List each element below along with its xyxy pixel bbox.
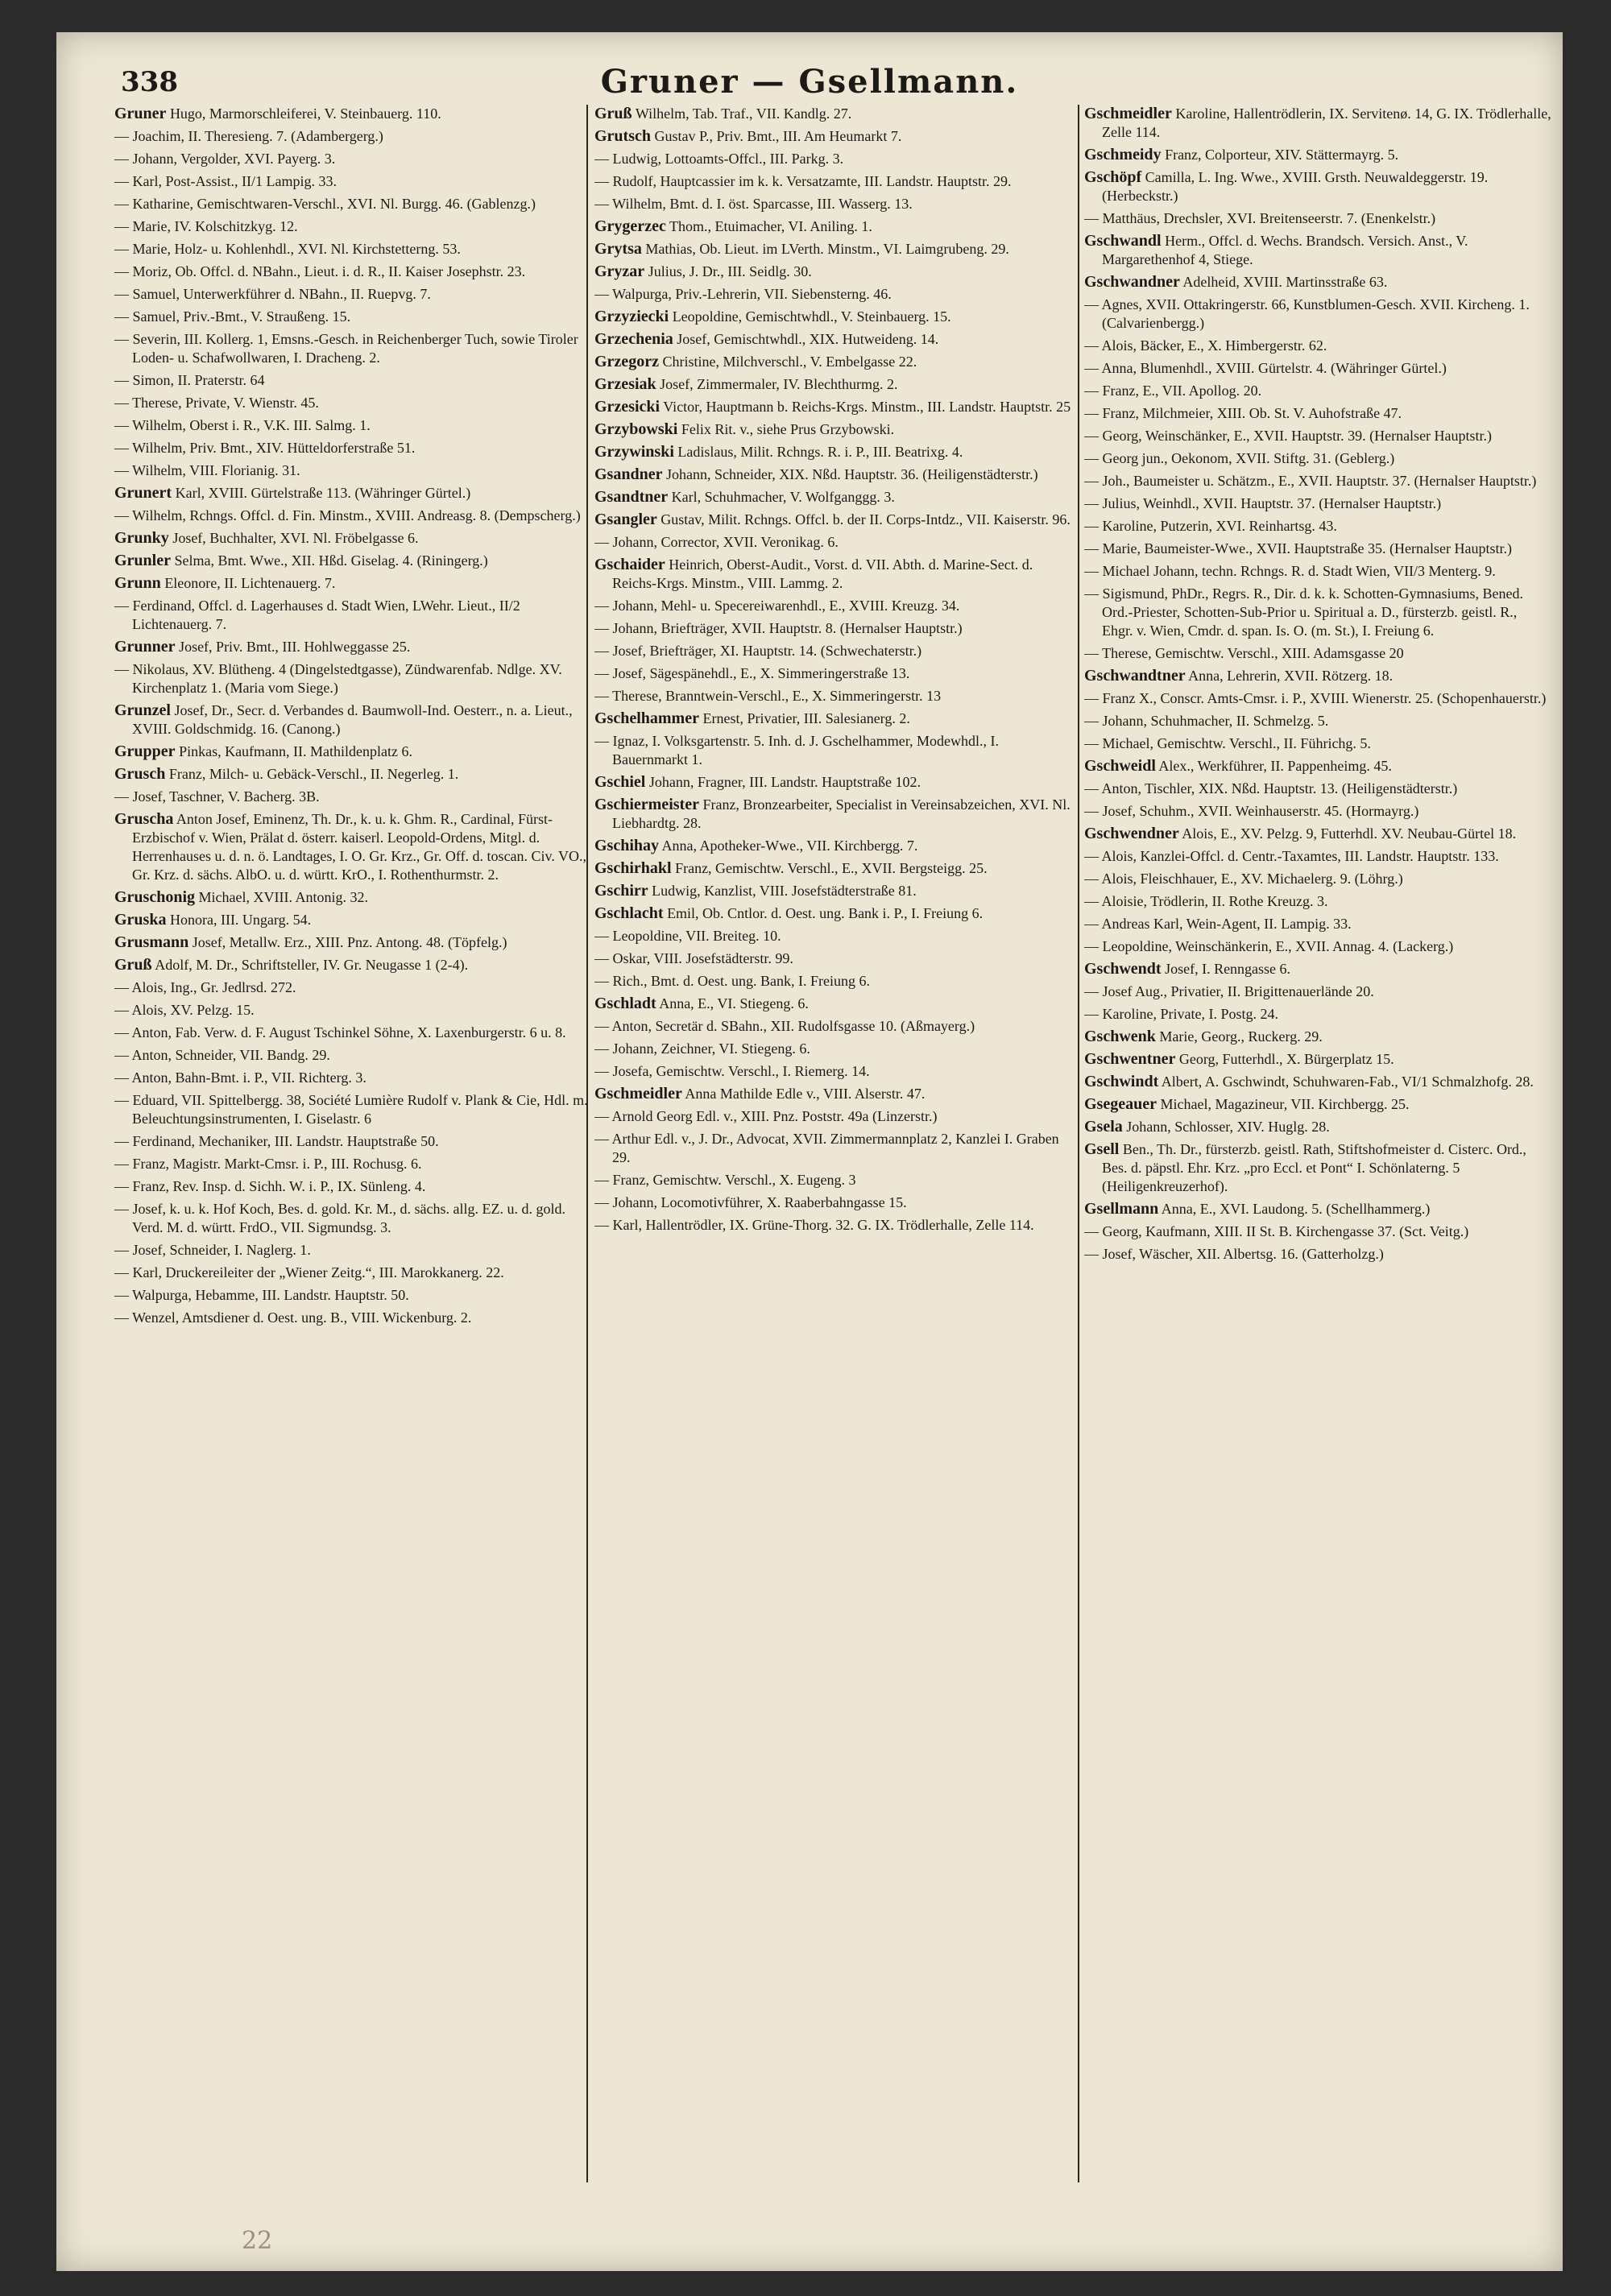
entry-surname: Gschiel [594,773,646,791]
directory-entry: — Josef Aug., Privatier, II. Brigittenauerlände 20. [1084,983,1374,999]
entry-surname: Grupper [114,743,176,760]
entry-surname: Gschiermeister [594,796,699,813]
directory-entry: — Johann, Zeichner, VI. Stiegeng. 6. [594,1040,810,1057]
entry-surname: Grusch [114,765,166,783]
directory-entry: — Ferdinand, Offcl. d. Lagerhauses d. Stadt Wien, LWehr. Lieut., II/2 Lichtenauerg. 7. [114,598,520,632]
directory-entry: Grunner Josef, Priv. Bmt., III. Hohlweggasse 25. [114,638,411,656]
entry-surname: Gschwentner [1084,1050,1176,1068]
directory-entry: — Leopoldine, VII. Breiteg. 10. [594,928,781,944]
directory-entry: — Johann, Briefträger, XVII. Hauptstr. 8. (Hernalser Hauptstr.) [594,620,963,636]
entry-surname: Gruschonig [114,888,196,906]
directory-entry: Gruß Wilhelm, Tab. Traf., VII. Kandlg. 27. [594,105,852,122]
directory-entry: Gschwendt Josef, I. Renngasse 6. [1084,960,1291,978]
entry-surname: Grunzel [114,701,171,719]
directory-entry: Grunn Eleonore, II. Lichtenauerg. 7. [114,574,336,592]
directory-entry: — Ferdinand, Mechaniker, III. Landstr. Hauptstraße 50. [114,1133,439,1149]
entry-surname: Gsangler [594,511,657,528]
directory-entry: — Josef, Taschner, V. Bacherg. 3B. [114,788,320,805]
directory-entry: — Josefa, Gemischtw. Verschl., I. Riemerg. 14. [594,1063,870,1079]
entry-surname: Grzegorz [594,353,659,370]
entry-surname: Grutsch [594,127,651,145]
directory-entry: Gschwandner Adelheid, XVIII. Martinsstraße 63. [1084,273,1388,291]
entry-surname: Gschladt [594,995,656,1012]
directory-entry: Gschwenk Marie, Georg., Ruckerg. 29. [1084,1028,1323,1045]
directory-entry: — Karl, Druckereileiter der „Wiener Zeitg.“, III. Marokkanerg. 22. [114,1264,504,1280]
entry-surname: Grzesiak [594,375,656,393]
directory-entry: Grunzel Josef, Dr., Secr. d. Verbandes d. Baumwoll-Ind. Oesterr., n. a. Lieut., XVIII. Goldschmidg. 16. (Canong.) [114,701,573,737]
directory-entry: Gsandtner Karl, Schuhmacher, V. Wolfganggg. 3. [594,488,895,506]
directory-entry: — Nikolaus, XV. Blütheng. 4 (Dingelstedtgasse), Zündwarenfab. Ndlge. XV. Kirchenplatz 1. (Maria vom Siege.) [114,661,562,696]
entry-surname: Grzechenia [594,330,673,348]
entry-surname: Gschöpf [1084,168,1142,186]
directory-entry: Gsela Johann, Schlosser, XIV. Huglg. 28. [1084,1118,1330,1136]
entry-surname: Gruska [114,911,167,929]
directory-entry: Gschmeidler Karoline, Hallentrödlerin, IX. Servitenø. 14, G. IX. Trödlerhalle, Zelle 114. [1084,105,1551,140]
directory-entry: — Anton, Secretär d. SBahn., XII. Rudolfsgasse 10. (Aßmayerg.) [594,1018,975,1034]
directory-entry: — Joh., Baumeister u. Schätzm., E., XVII. Hauptstr. 37. (Hernalser Hauptstr.) [1084,473,1537,489]
directory-entry: — Alois, XV. Pelzg. 15. [114,1002,255,1018]
directory-entry: Gsegeauer Michael, Magazineur, VII. Kirchbergg. 25. [1084,1095,1410,1113]
directory-entry: Gruß Adolf, M. Dr., Schriftsteller, IV. Gr. Neugasse 1 (2-4). [114,956,469,974]
directory-entry: — Walpurga, Hebamme, III. Landstr. Hauptstr. 50. [114,1287,409,1303]
directory-entry: — Josef, Sägespänehdl., E., X. Simmeringerstraße 13. [594,665,910,681]
directory-entry: — Therese, Branntwein-Verschl., E., X. Simmeringerstr. 13 [594,688,942,704]
directory-entry: — Marie, IV. Kolschitzkyg. 12. [114,218,298,234]
directory-entry: — Moriz, Ob. Offcl. d. NBahn., Lieut. i. d. R., II. Kaiser Josephstr. 23. [114,263,526,279]
entry-surname: Gschirr [594,882,648,900]
directory-entry: — Rich., Bmt. d. Oest. ung. Bank, I. Freiung 6. [594,973,870,989]
directory-entry: — Marie, Holz- u. Kohlenhdl., XVI. Nl. Kirchstetterng. 53. [114,241,461,257]
directory-entry: Grutsch Gustav P., Priv. Bmt., III. Am Heumarkt 7. [594,127,902,145]
directory-entry: — Georg jun., Oekonom, XVII. Stiftg. 31. (Geblerg.) [1084,450,1395,466]
directory-entry: — Marie, Baumeister-Wwe., XVII. Hauptstraße 35. (Hernalser Hauptstr.) [1084,540,1512,556]
directory-entry: Gschmeidy Franz, Colporteur, XIV. Stättermayrg. 5. [1084,146,1399,163]
entry-surname: Gruß [594,105,632,122]
directory-entry: — Karl, Hallentrödler, IX. Grüne-Thorg. 32. G. IX. Trödlerhalle, Zelle 114. [594,1217,1034,1233]
entry-surname: Grzyziecki [594,308,669,325]
entry-surname: Gsela [1084,1118,1123,1136]
directory-entry: Gruner Hugo, Marmorschleiferei, V. Steinbauerg. 110. [114,105,441,122]
directory-entry: — Johann, Schuhmacher, II. Schmelzg. 5. [1084,713,1329,729]
directory-entry: Grunler Selma, Bmt. Wwe., XII. Hßd. Giselag. 4. (Riningerg.) [114,552,488,569]
entry-surname: Gruß [114,956,152,974]
directory-entry: — Matthäus, Drechsler, XVI. Breitenseerstr. 7. (Enenkelstr.) [1084,210,1436,226]
directory-entry: — Josef, Wäscher, XII. Albertsg. 16. (Gatterholzg.) [1084,1246,1384,1262]
directory-entry: Grupper Pinkas, Kaufmann, II. Mathildenplatz 6. [114,743,412,760]
directory-entry: — Franz, Magistr. Markt-Cmsr. i. P., III. Rochusg. 6. [114,1156,422,1172]
directory-entry: Gschladt Anna, E., VI. Stiegeng. 6. [594,995,809,1012]
directory-entry: — Johann, Mehl- u. Specereiwarenhdl., E., XVIII. Kreuzg. 34. [594,598,960,614]
directory-entry: — Oskar, VIII. Josefstädterstr. 99. [594,950,793,966]
directory-entry: Gruska Honora, III. Ungarg. 54. [114,911,312,929]
directory-entry: — Leopoldine, Weinschänkerin, E., XVII. Annag. 4. (Lackerg.) [1084,938,1454,954]
directory-entry: Grzybowski Felix Rit. v., siehe Prus Grzybowski. [594,420,895,438]
column-divider [1078,105,1079,2182]
directory-column-2 [594,105,1078,2239]
directory-entry: — Arnold Georg Edl. v., XIII. Pnz. Poststr. 49a (Linzerstr.) [594,1108,938,1124]
entry-surname: Gsell [1084,1140,1120,1158]
directory-entry: — Ignaz, I. Volksgartenstr. 5. Inh. d. J. Gschelhammer, Modewhdl., I. Bauernmarkt 1. [594,733,1000,767]
directory-entry: — Wilhelm, VIII. Florianig. 31. [114,462,300,478]
directory-entry: — Wilhelm, Bmt. d. I. öst. Sparcasse, III. Wasserg. 13. [594,196,913,212]
directory-entry: Grusmann Josef, Metallw. Erz., XIII. Pnz. Antong. 48. (Töpfelg.) [114,933,507,951]
entry-surname: Gschelhammer [594,709,699,727]
directory-entry: Gschwentner Georg, Futterhdl., X. Bürgerplatz 15. [1084,1050,1394,1068]
directory-entry: — Severin, III. Kollerg. 1, Emsns.-Gesch. in Reichenberger Tuch, sowie Tiroler Loden- u. Schafwollwaren, I. Dracheng. 2. [114,331,578,366]
directory-entry: Grzesicki Victor, Hauptmann b. Reichs-Krgs. Minstm., III. Landstr. Hauptstr. 25 [594,398,1071,416]
directory-entry: — Karoline, Private, I. Postg. 24. [1084,1006,1278,1022]
directory-entry: — Georg, Weinschänker, E., XVII. Hauptstr. 39. (Hernalser Hauptstr.) [1084,428,1493,444]
entry-surname: Grunner [114,638,176,656]
directory-entry: Gschweidl Alex., Werkführer, II. Pappenheimg. 45. [1084,757,1392,775]
directory-entry: — Franz X., Conscr. Amts-Cmsr. i. P., XVIII. Wienerstr. 25. (Schopenhauerstr.) [1084,690,1547,706]
entry-surname: Gschwenk [1084,1028,1156,1045]
entry-surname: Grytsa [594,240,642,258]
directory-entry: — Rudolf, Hauptcassier im k. k. Versatzamte, III. Landstr. Hauptstr. 29. [594,173,1012,189]
directory-entry: — Wenzel, Amtsdiener d. Oest. ung. B., VIII. Wickenburg. 2. [114,1309,472,1326]
directory-entry: Gschwandl Herm., Offcl. d. Wechs. Brandsch. Versich. Anst., V. Margarethenhof 4, Stiege. [1084,232,1468,267]
entry-surname: Gsegeauer [1084,1095,1157,1113]
directory-entry: Grzegorz Christine, Milchverschl., V. Embelgasse 22. [594,353,917,370]
footer-mark: 22 [242,2227,273,2255]
directory-entry: — Georg, Kaufmann, XIII. II St. B. Kirchengasse 37. (Sct. Veitg.) [1084,1223,1469,1239]
directory-entry: — Simon, II. Praterstr. 64 [114,372,265,388]
entry-surname: Gschwendt [1084,960,1162,978]
entry-surname: Gsandtner [594,488,669,506]
directory-entry: Gschwandtner Anna, Lehrerin, XVII. Rötzerg. 18. [1084,667,1394,685]
directory-entry: — Josef, Schneider, I. Naglerg. 1. [114,1242,311,1258]
directory-entry: — Josef, Briefträger, XI. Hauptstr. 14. (Schwechaterstr.) [594,643,922,659]
entry-surname: Gschwandtner [1084,667,1186,685]
directory-entry: Gschwendner Alois, E., XV. Pelzg. 9, Futterhdl. XV. Neubau-Gürtel 18. [1084,825,1517,842]
directory-entry: — Franz, E., VII. Apollog. 20. [1084,383,1262,399]
directory-entry: — Alois, Kanzlei-Offcl. d. Centr.-Taxamtes, III. Landstr. Hauptstr. 133. [1084,848,1499,864]
entry-surname: Gschweidl [1084,757,1156,775]
directory-entry: — Sigismund, PhDr., Regrs. R., Dir. d. k. k. Schotten-Gymnasiums, Bened. Ord.-Priester, Schotten-Sub-Prior u. Spiritual a. D., fürsterzb. geistl. R., Ehgr. v. Wien, Cmdr. d. span. Is. O. (m. St.), I. Freiung 6. [1084,585,1524,639]
directory-column-3 [1084,105,1551,2239]
directory-entry: Gschiel Johann, Fragner, III. Landstr. Hauptstraße 102. [594,773,921,791]
directory-entry: Gsangler Gustav, Milit. Rchngs. Offcl. b. der II. Corps-Intdz., VII. Kaiserstr. 96. [594,511,1071,528]
directory-page [56,32,1563,2271]
entry-surname: Gschwandl [1084,232,1162,250]
entry-surname: Grusmann [114,933,189,951]
directory-entry: — Johann, Vergolder, XVI. Payerg. 3. [114,151,336,167]
entry-surname: Gschwindt [1084,1073,1159,1090]
entry-surname: Grygerzec [594,217,666,235]
directory-entry: Gsell Ben., Th. Dr., fürsterzb. geistl. Rath, Stiftshofmeister d. Cisterc. Ord., Bes. d. päpstl. Ehr. Krz. „pro Eccl. et Pont“ I. Schönlaterng. 5 (Heiligenkreuzerhof). [1084,1140,1526,1194]
directory-entry: Grzechenia Josef, Gemischtwhdl., XIX. Hutweideng. 14. [594,330,939,348]
directory-entry: Grytsa Mathias, Ob. Lieut. im LVerth. Minstm., VI. Laimgrubeng. 29. [594,240,1009,258]
page-title: Gruner — Gsellmann. [600,63,1019,101]
directory-entry: Grunky Josef, Buchhalter, XVI. Nl. Fröbelgasse 6. [114,529,419,547]
directory-column-1 [114,105,590,2239]
directory-entry: Gschirr Ludwig, Kanzlist, VIII. Josefstädterstraße 81. [594,882,917,900]
entry-surname: Gschihay [594,837,660,854]
directory-entry: Gschwindt Albert, A. Gschwindt, Schuhwaren-Fab., VI/1 Schmalzhofg. 28. [1084,1073,1534,1090]
directory-entry: — Josef, Schuhm., XVII. Weinhauserstr. 45. (Hormayrg.) [1084,803,1419,819]
entry-surname: Gschirhakl [594,859,672,877]
directory-entry: — Therese, Gemischtw. Verschl., XIII. Adamsgasse 20 [1084,645,1404,661]
directory-entry: — Michael, Gemischtw. Verschl., II. Führichg. 5. [1084,735,1371,751]
directory-entry: Gschirhakl Franz, Gemischtw. Verschl., E., XVII. Bergsteigg. 25. [594,859,988,877]
directory-entry: — Franz, Gemischtw. Verschl., X. Eugeng. 3 [594,1172,856,1188]
directory-entry: Gschiermeister Franz, Bronzearbeiter, Specialist in Vereinsabzeichen, XVI. Nl. Liebhardtg. 28. [594,796,1071,831]
directory-entry: — Wilhelm, Rchngs. Offcl. d. Fin. Minstm., XVIII. Andreasg. 8. (Dempscherg.) [114,507,581,523]
directory-entry: — Eduard, VII. Spittelbergg. 38, Société Lumière Rudolf v. Plank & Cie, Hdl. m. Beleuchtungsinstrumenten, I. Giselastr. 6 [114,1092,588,1127]
directory-entry: — Samuel, Priv.-Bmt., V. Straußeng. 15. [114,308,351,325]
directory-entry: Gschöpf Camilla, L. Ing. Wwe., XVIII. Grsth. Neuwaldeggerstr. 19. (Herbeckstr.) [1084,168,1489,204]
directory-entry: — Katharine, Gemischtwaren-Verschl., XVI. Nl. Burgg. 46. (Gablenzg.) [114,196,536,212]
directory-entry: — Anton, Bahn-Bmt. i. P., VII. Richterg. 3. [114,1069,367,1086]
directory-entry: — Franz, Milchmeier, XIII. Ob. St. V. Auhofstraße 47. [1084,405,1402,421]
directory-entry: — Ludwig, Lottoamts-Offcl., III. Parkg. 3. [594,151,844,167]
directory-entry: Gryzar Julius, J. Dr., III. Seidlg. 30. [594,263,812,280]
directory-entry: Grzywinski Ladislaus, Milit. Rchngs. R. i. P., III. Beatrixg. 4. [594,443,963,461]
directory-entry: — Franz, Rev. Insp. d. Sichh. W. i. P., IX. Sünleng. 4. [114,1178,426,1194]
entry-surname: Gschwandner [1084,273,1180,291]
entry-surname: Gryzar [594,263,645,280]
directory-entry: — Anton, Fab. Verw. d. F. August Tschinkel Söhne, X. Laxenburgerstr. 6 u. 8. [114,1024,566,1040]
directory-entry: — Michael Johann, techn. Rchngs. R. d. Stadt Wien, VII/3 Menterg. 9. [1084,563,1496,579]
directory-entry: — Aloisie, Trödlerin, II. Rothe Kreuzg. 3. [1084,893,1328,909]
directory-entry: Grzyziecki Leopoldine, Gemischtwhdl., V. Steinbauerg. 15. [594,308,951,325]
directory-entry: Gschlacht Emil, Ob. Cntlor. d. Oest. ung. Bank i. P., I. Freiung 6. [594,904,984,922]
entry-surname: Gschlacht [594,904,664,922]
directory-entry: Grygerzec Thom., Etuimacher, VI. Aniling. 1. [594,217,872,235]
directory-entry: Gschaider Heinrich, Oberst-Audit., Vorst. d. VII. Abth. d. Marine-Sect. d. Reichs-Krgs. Minstm., VIII. Lammg. 2. [594,556,1033,591]
directory-entry: Grzesiak Josef, Zimmermaler, IV. Blechthurmg. 2. [594,375,898,393]
directory-entry: Gsandner Johann, Schneider, XIX. Nßd. Hauptstr. 36. (Heiligenstädterstr.) [594,465,1038,483]
directory-entry: — Arthur Edl. v., J. Dr., Advocat, XVII. Zimmermannplatz 2, Kanzlei I. Graben 29. [594,1131,1059,1165]
entry-surname: Gschwendner [1084,825,1179,842]
directory-entry: — Walpurga, Priv.-Lehrerin, VII. Siebensterng. 46. [594,286,892,302]
directory-entry: — Wilhelm, Oberst i. R., V.K. III. Salmg. 1. [114,417,371,433]
entry-surname: Grzesicki [594,398,661,416]
entry-surname: Gschaider [594,556,665,573]
directory-entry: Gsellmann Anna, E., XVI. Laudong. 5. (Schellhammerg.) [1084,1200,1431,1218]
entry-surname: Grunler [114,552,171,569]
directory-entry: Gschelhammer Ernest, Privatier, III. Salesianerg. 2. [594,709,910,727]
directory-entry: — Joachim, II. Theresieng. 7. (Adambergerg.) [114,128,383,144]
directory-entry: — Samuel, Unterwerkführer d. NBahn., II. Ruepvg. 7. [114,286,431,302]
directory-entry: — Johann, Locomotivführer, X. Raaberbahngasse 15. [594,1194,907,1210]
entry-surname: Gruscha [114,810,174,828]
directory-entry: Grunert Karl, XVIII. Gürtelstraße 113. (Währinger Gürtel.) [114,484,471,502]
directory-entry: — Karoline, Putzerin, XVI. Reinhartsg. 43. [1084,518,1337,534]
directory-entry: — Karl, Post-Assist., II/1 Lampig. 33. [114,173,337,189]
entry-surname: Grunn [114,574,161,592]
directory-entry: Gschihay Anna, Apotheker-Wwe., VII. Kirchbergg. 7. [594,837,918,854]
directory-entry: Grusch Franz, Milch- u. Gebäck-Verschl., II. Negerleg. 1. [114,765,459,783]
directory-entry: — Anton, Tischler, XIX. Nßd. Hauptstr. 13. (Heiligenstädterstr.) [1084,780,1458,796]
entry-surname: Gschmeidler [1084,105,1172,122]
directory-entry: — Alois, Ing., Gr. Jedlrsd. 272. [114,979,296,995]
page-header [56,32,1563,101]
directory-entry: — Alois, Fleischhauer, E., XV. Michaelerg. 9. (Löhrg.) [1084,871,1403,887]
directory-entry: — Agnes, XVII. Ottakringerstr. 66, Kunstblumen-Gesch. XVII. Kircheng. 1. (Calvarienbergg.) [1084,296,1530,331]
directory-entry: Gruscha Anton Josef, Eminenz, Th. Dr., k. u. k. Ghm. R., Cardinal, Fürst-Erzbischof v. Wien, Prälat d. österr. kaiserl. Leopold-Ordens, Mitgl. d. Herrenhauses u. d. n. ö. Landtages, I. O. Gr. Krz., Gr. Off. d. toscan. Civ. VO., Gr. Krz. d. sächs. AlbO. u. d. württ. KrO., I. Rothenthurmstr. 2. [114,810,587,883]
directory-entry: Gschmeidler Anna Mathilde Edle v., VIII. Alserstr. 47. [594,1085,926,1102]
directory-entry: — Alois, Bäcker, E., X. Himbergerstr. 62. [1084,337,1327,354]
entry-surname: Grzybowski [594,420,678,438]
directory-entry: — Johann, Corrector, XVII. Veronikag. 6. [594,534,839,550]
entry-surname: Grzywinski [594,443,674,461]
page-number: 338 [121,66,178,98]
entry-surname: Grunky [114,529,169,547]
directory-entry: — Anna, Blumenhdl., XVIII. Gürtelstr. 4. (Währinger Gürtel.) [1084,360,1447,376]
entry-surname: Grunert [114,484,172,502]
entry-surname: Gsandner [594,465,663,483]
directory-entry: — Wilhelm, Priv. Bmt., XIV. Hütteldorferstraße 51. [114,440,416,456]
directory-entry: — Josef, k. u. k. Hof Koch, Bes. d. gold. Kr. M., d. sächs. allg. EZ. u. d. gold. Verd. M. d. württ. FrdO., VII. Sigmundsg. 3. [114,1201,565,1235]
entry-surname: Gruner [114,105,167,122]
directory-entry: — Anton, Schneider, VII. Bandg. 29. [114,1047,330,1063]
directory-entry: Gruschonig Michael, XVIII. Antonig. 32. [114,888,368,906]
directory-entry: — Julius, Weinhdl., XVII. Hauptstr. 37. (Hernalser Hauptstr.) [1084,495,1442,511]
directory-entry: — Andreas Karl, Wein-Agent, II. Lampig. 33. [1084,916,1352,932]
entry-surname: Gsellmann [1084,1200,1159,1218]
entry-surname: Gschmeidy [1084,146,1162,163]
entry-surname: Gschmeidler [594,1085,682,1102]
directory-entry: — Therese, Private, V. Wienstr. 45. [114,395,319,411]
